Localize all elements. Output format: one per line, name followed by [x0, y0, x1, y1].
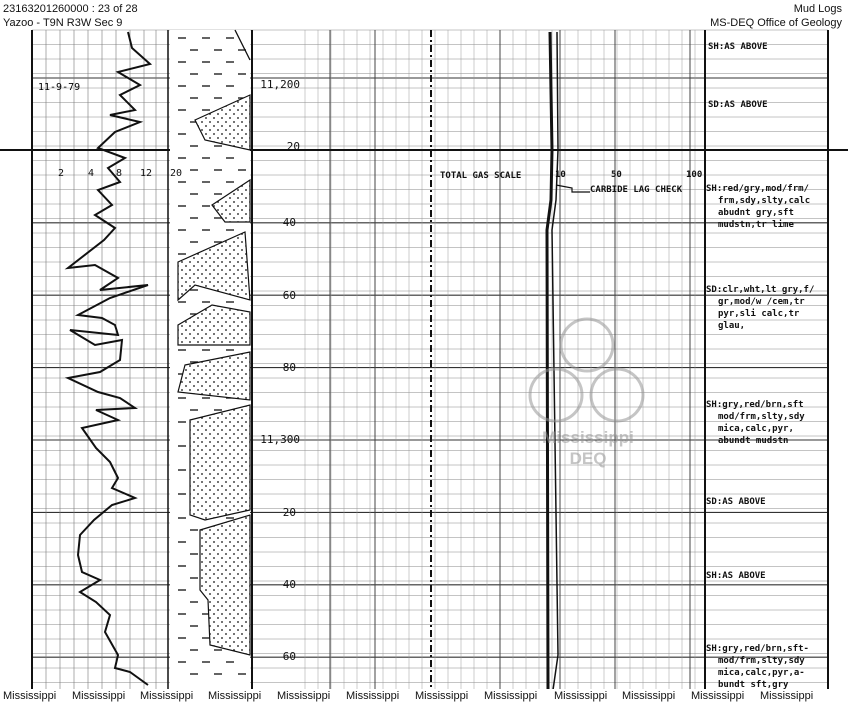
description-block: SH:gry,red/brn,sft- mod/frm,slty,sdy mica,calc,pyr,a- bundt sft,gry [706, 644, 809, 689]
footer-text: Mississippi [622, 690, 676, 702]
description-block: SD:AS ABOVE [708, 100, 768, 110]
footer-text: Mississippi [484, 690, 538, 702]
rate-of-penetration-curve [68, 32, 153, 685]
depth-label: 20 [282, 506, 296, 519]
footer-text: Mississippi [277, 690, 331, 702]
depth-label: 80 [282, 361, 296, 374]
footer-text: Mississippi [760, 690, 814, 702]
depth-label: 40 [282, 216, 296, 229]
rop-tick: 12 [140, 168, 153, 179]
description-block: SD:AS ABOVE [706, 497, 766, 507]
deq-watermark-text [528, 427, 648, 469]
log-date: 11-9-79 [38, 82, 81, 93]
sand-body [190, 405, 250, 520]
log-frame [0, 30, 848, 689]
depth-label: 60 [282, 650, 296, 663]
depth-label: 11,300 [260, 433, 300, 446]
depth-scale [260, 78, 300, 663]
lithology-column [170, 30, 250, 689]
agency-name: MS-DEQ Office of Geology [710, 17, 842, 29]
total-gas-curve [547, 32, 590, 689]
rop-tick: 20 [170, 168, 183, 179]
footer-text: Mississippi [3, 690, 57, 702]
footer-text: Mississippi [72, 690, 126, 702]
depth-label: 11,200 [260, 78, 300, 91]
watermark-line: Mississippi [542, 428, 634, 447]
gas-scale-tick: 100 [686, 170, 703, 180]
rop-scale [58, 168, 182, 179]
footer-text: Mississippi [346, 690, 400, 702]
description-block: SH:AS ABOVE [708, 42, 768, 52]
gas-scale [440, 170, 702, 195]
depth-label: 40 [282, 578, 296, 591]
watermark-line: DEQ [569, 449, 607, 468]
gas-scale-tick: 50 [611, 170, 622, 180]
gas-scale-tick: 10 [555, 170, 566, 180]
depth-label: 60 [282, 289, 296, 302]
rop-tick: 4 [88, 168, 95, 179]
gas-scale-title: TOTAL GAS SCALE [440, 171, 522, 181]
footer-text: Mississippi [140, 690, 194, 702]
footer-text: Mississippi [208, 690, 262, 702]
log-type: Mud Logs [793, 3, 842, 15]
footer-watermark-row [0, 689, 848, 705]
description-block: SD:clr,wht,lt gry,f/ gr,mod/w /cem,tr pyr,sli calc,tr glau, [706, 285, 815, 331]
lithology-descriptions [706, 42, 820, 689]
document-id: 23163201260000 : 23 of 28 [3, 3, 138, 15]
rop-tick: 8 [116, 168, 123, 179]
footer-text: Mississippi [691, 690, 745, 702]
rop-tick: 2 [58, 168, 65, 179]
description-block: SH:AS ABOVE [706, 571, 766, 581]
well-location: Yazoo - T9N R3W Sec 9 [3, 17, 123, 29]
depth-label: 20 [286, 140, 300, 153]
carbide-lag-label: CARBIDE LAG CHECK [590, 185, 683, 195]
footer-text: Mississippi [554, 690, 608, 702]
footer-text: Mississippi [415, 690, 469, 702]
description-block: SH:gry,red/brn,sft mod/frm,slty,sdy mica,calc,pyr, abundt mudstn [706, 400, 805, 446]
description-block: SH:red/gry,mod/frm/ frm,sdy,slty,calc abudnt gry,sft mudstn,tr lime [706, 184, 811, 230]
